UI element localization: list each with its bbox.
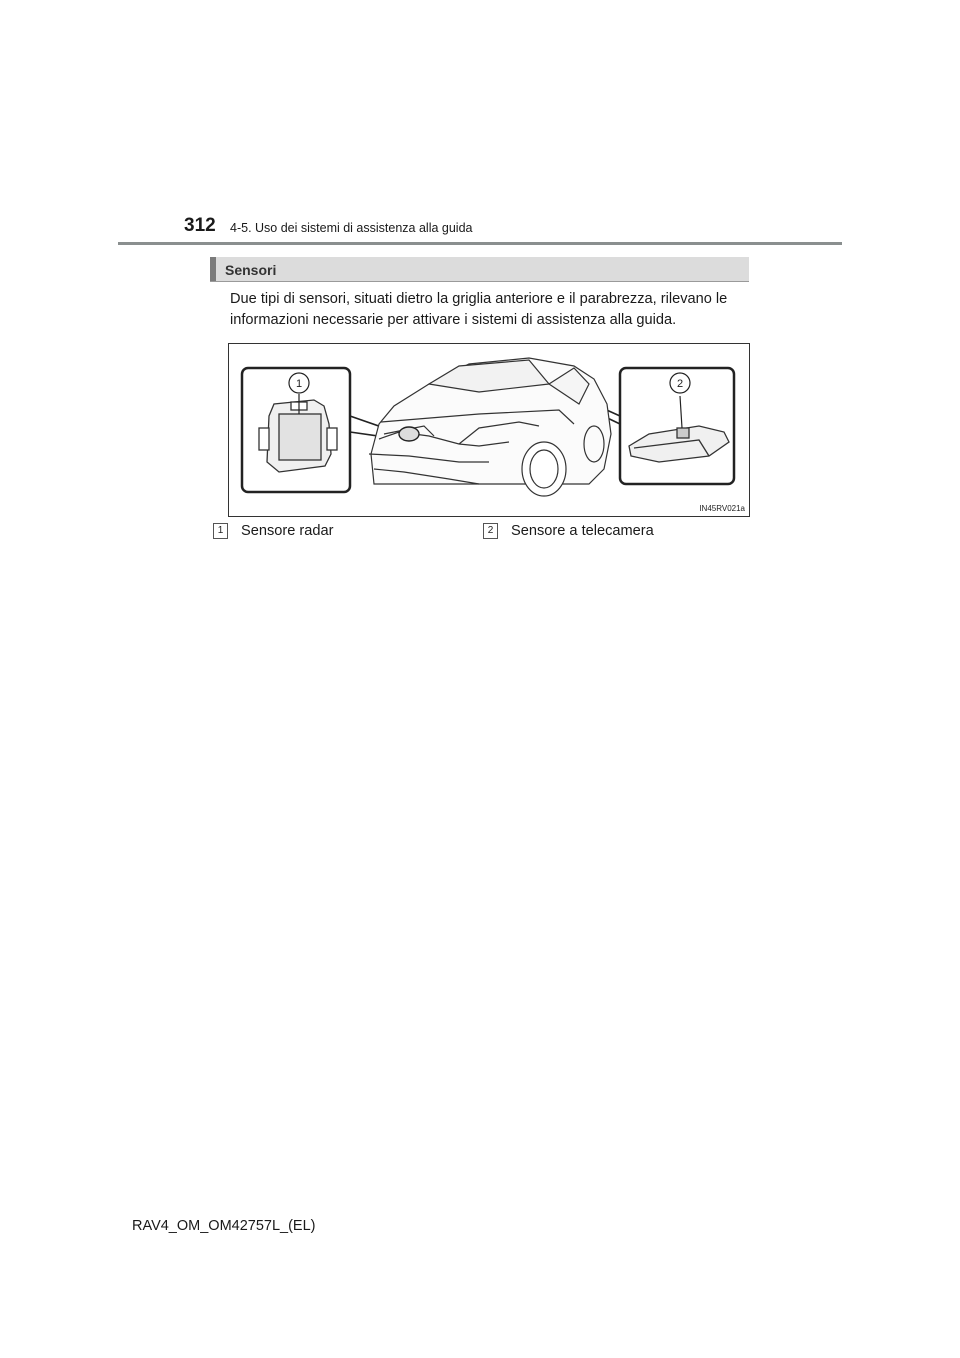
running-head: 4-5. Uso dei sistemi di assistenza alla guida	[230, 221, 473, 235]
section-body-text: Due tipi di sensori, situati dietro la griglia anteriore e il parabrezza, rilevano le informazioni necessarie per attivare i sistemi di assistenza alla guida.	[230, 291, 728, 328]
grille-emblem	[399, 427, 419, 441]
legend-label: Sensore radar	[241, 523, 334, 539]
header-rule	[118, 242, 842, 245]
figure-illustration	[229, 344, 751, 518]
legend-number: 2	[483, 523, 498, 539]
legend-label: Sensore a telecamera	[511, 523, 654, 539]
figure-code: IN45RV021a	[699, 504, 745, 513]
legend-item-camera	[483, 523, 654, 539]
page-number: 312	[184, 215, 216, 236]
legend-number: 1	[213, 523, 228, 539]
callout-2-number: 2	[676, 378, 684, 390]
section-title: Sensori	[225, 262, 277, 278]
sensor-location-figure	[228, 343, 750, 517]
section-heading-bar	[210, 257, 749, 282]
footer-document-id: RAV4_OM_OM42757L_(EL)	[132, 1218, 316, 1234]
callout-1-number: 1	[295, 378, 303, 390]
legend-item-radar	[213, 523, 333, 539]
radar-sensor-drawing	[259, 400, 337, 472]
